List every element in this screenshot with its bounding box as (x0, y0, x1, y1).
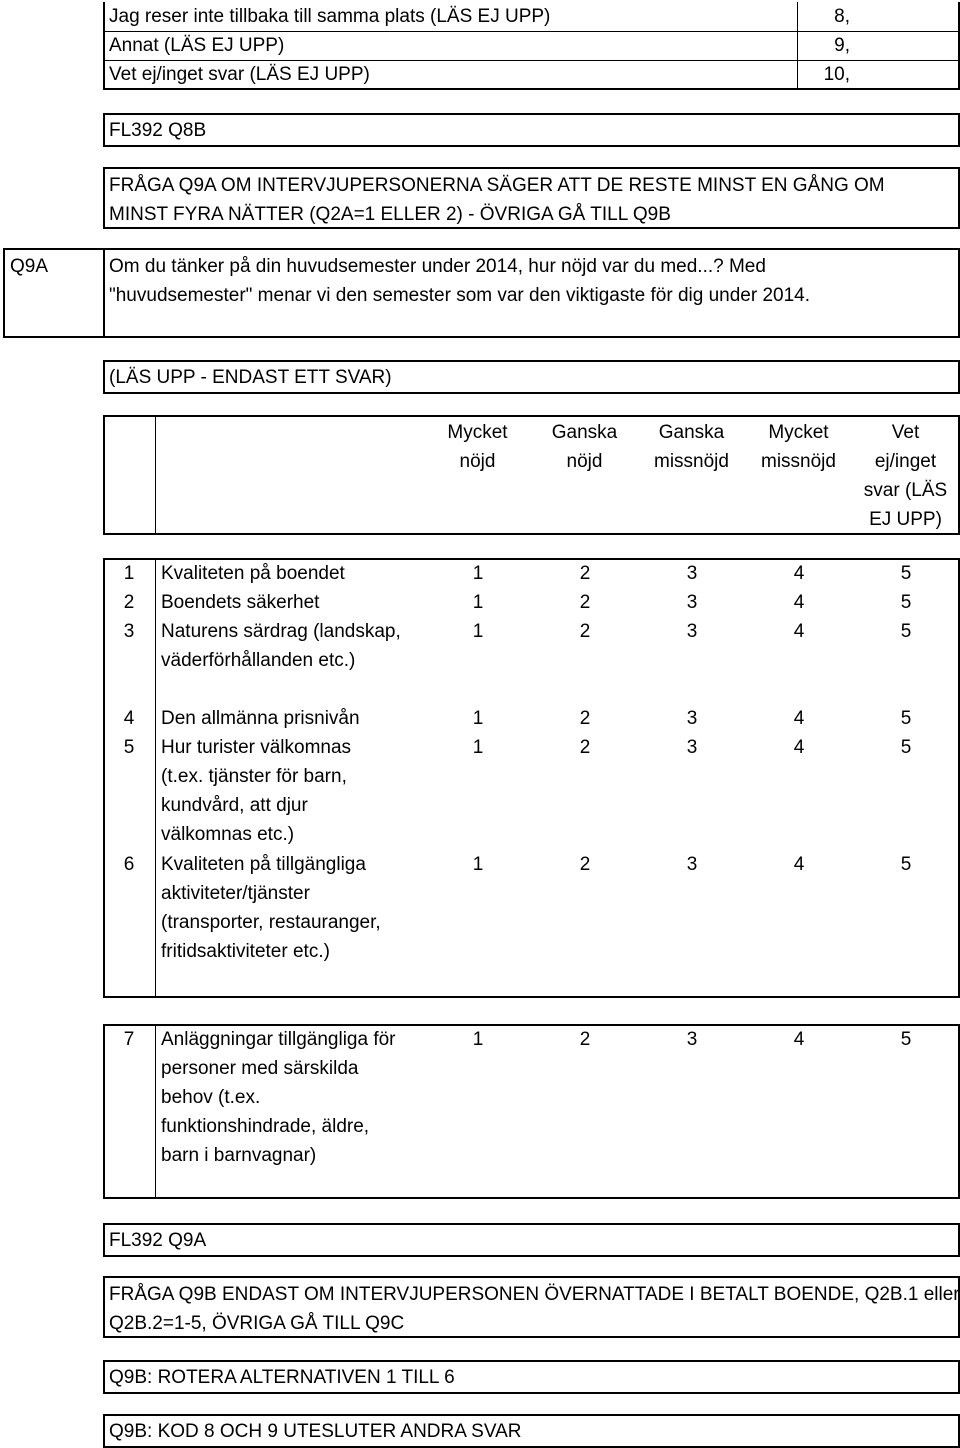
answer-code[interactable]: 1 (472, 621, 484, 642)
note-box (103, 1360, 960, 1394)
scale-header: Ganska nöjd (551, 422, 618, 472)
answer-code[interactable]: 1 (472, 592, 484, 613)
answer-code[interactable]: 3 (686, 708, 698, 729)
filter-instruction-text: FRÅGA Q9B ENDAST OM INTERVJUPERSONEN ÖVERNATTADE I BETALT BOENDE, Q2B.1 eller (109, 1284, 960, 1305)
instruction-box (103, 360, 960, 394)
answer-code[interactable]: 4 (793, 708, 805, 729)
item-label: behov (t.ex. (161, 1087, 261, 1108)
answer-code[interactable]: 4 (793, 621, 805, 642)
item-label: fritidsaktiviteter etc.) (161, 941, 330, 962)
note-text: Q9B: ROTERA ALTERNATIVEN 1 TILL 6 (109, 1367, 455, 1388)
reference-text: FL392 Q9A (109, 1230, 207, 1251)
question-divider (103, 248, 105, 338)
answer-code[interactable]: 2 (579, 854, 591, 875)
reference-box (103, 113, 960, 147)
item-label: aktiviteter/tjänster (161, 883, 310, 904)
option-code: 9, (834, 35, 850, 56)
answer-code[interactable]: 4 (793, 563, 805, 584)
answer-code[interactable]: 2 (579, 737, 591, 758)
scale-header-divider (155, 415, 156, 535)
filter-instruction-box (103, 1276, 960, 1338)
answer-code[interactable]: 3 (686, 621, 698, 642)
answer-code[interactable]: 3 (686, 854, 698, 875)
answer-code[interactable]: 2 (579, 621, 591, 642)
answer-code[interactable]: 3 (686, 592, 698, 613)
option-code: 8, (834, 6, 850, 27)
answer-code[interactable]: 5 (900, 1029, 912, 1050)
answer-code[interactable]: 4 (793, 1029, 805, 1050)
scale-header: Mycket missnöjd (761, 422, 836, 472)
answer-code[interactable]: 3 (686, 1029, 698, 1050)
note-box (103, 1414, 960, 1448)
instruction-text: (LÄS UPP - ENDAST ETT SVAR) (109, 367, 392, 388)
top-options-divider (797, 2, 798, 90)
question-text: Om du tänker på din huvudsemester under 2014, hur nöjd var du med...? Med (109, 256, 766, 277)
item-label: Anläggningar tillgängliga för (161, 1029, 396, 1050)
answer-code[interactable]: 5 (900, 592, 912, 613)
reference-box (103, 1223, 960, 1257)
answer-code[interactable]: 1 (472, 708, 484, 729)
item-label: välkomnas etc.) (161, 824, 295, 845)
answer-code[interactable]: 3 (686, 737, 698, 758)
filter-instruction-text: FRÅGA Q9A OM INTERVJUPERSONERNA SÄGER ATT DE RESTE MINST EN GÅNG OM MINST FYRA NÄTTER (Q2A=1 ELLER 2) - ÖVRIGA GÅ TILL Q9B (109, 175, 885, 225)
question-id: Q9A (10, 256, 49, 277)
item-number: 6 (123, 854, 135, 875)
answer-code[interactable]: 4 (793, 854, 805, 875)
answer-code[interactable]: 5 (900, 563, 912, 584)
item-label: (transporter, restauranger, (161, 912, 381, 933)
item-number: 1 (123, 563, 135, 584)
answer-code[interactable]: 1 (472, 1029, 484, 1050)
answer-code[interactable]: 2 (579, 592, 591, 613)
note-text: Q9B: KOD 8 OCH 9 UTESLUTER ANDRA SVAR (109, 1421, 522, 1442)
item-label: Den allmänna prisnivån (161, 708, 360, 729)
scale-header: Vet ej/inget svar (LÄS EJ UPP) (863, 422, 948, 530)
scale-header: Ganska missnöjd (654, 422, 729, 472)
item-label: funktionshindrade, äldre, (161, 1116, 370, 1137)
item-label: Boendets säkerhet (161, 592, 320, 613)
answer-code[interactable]: 5 (900, 854, 912, 875)
item-label: personer med särskilda (161, 1058, 359, 1079)
answer-code[interactable]: 2 (579, 563, 591, 584)
option-label: Vet ej/inget svar (LÄS EJ UPP) (109, 64, 370, 85)
answer-code[interactable]: 3 (686, 563, 698, 584)
reference-text: FL392 Q8B (109, 120, 207, 141)
item-label: väderförhållanden etc.) (161, 650, 356, 671)
option-label: Annat (LÄS EJ UPP) (109, 35, 285, 56)
answer-code[interactable]: 5 (900, 737, 912, 758)
filter-instruction-text: Q2B.2=1-5, ÖVRIGA GÅ TILL Q9C (109, 1313, 405, 1334)
scale-header: Mycket nöjd (447, 422, 508, 472)
answer-code[interactable]: 2 (579, 708, 591, 729)
items-divider (155, 558, 156, 998)
option-code: 10, (823, 64, 850, 85)
answer-code[interactable]: 4 (793, 737, 805, 758)
item-number: 3 (123, 621, 135, 642)
question-text: "huvudsemester" menar vi den semester som var den viktigaste för dig under 2014. (109, 285, 811, 306)
item-label: Kvaliteten på boendet (161, 563, 345, 584)
answer-code[interactable]: 4 (793, 592, 805, 613)
item-label: barn i barnvagnar) (161, 1145, 317, 1166)
answer-code[interactable]: 5 (900, 708, 912, 729)
item-number: 5 (123, 737, 135, 758)
item-label: Hur turister välkomnas (161, 737, 352, 758)
filter-instruction-box (103, 167, 960, 229)
answer-code[interactable]: 5 (900, 621, 912, 642)
item-number: 7 (123, 1029, 135, 1050)
item-number: 4 (123, 708, 135, 729)
answer-code[interactable]: 1 (472, 737, 484, 758)
answer-code[interactable]: 2 (579, 1029, 591, 1050)
item-label: kundvård, att djur (161, 795, 308, 816)
answer-code[interactable]: 1 (472, 563, 484, 584)
item-label: Naturens särdrag (landskap, (161, 621, 401, 642)
item-label: Kvaliteten på tillgängliga (161, 854, 366, 875)
answer-code[interactable]: 1 (472, 854, 484, 875)
item-label: (t.ex. tjänster för barn, (161, 766, 347, 787)
option-label: Jag reser inte tillbaka till samma plats (LÄS EJ UPP) (109, 6, 551, 27)
items-divider (155, 1024, 156, 1199)
item-number: 2 (123, 592, 135, 613)
